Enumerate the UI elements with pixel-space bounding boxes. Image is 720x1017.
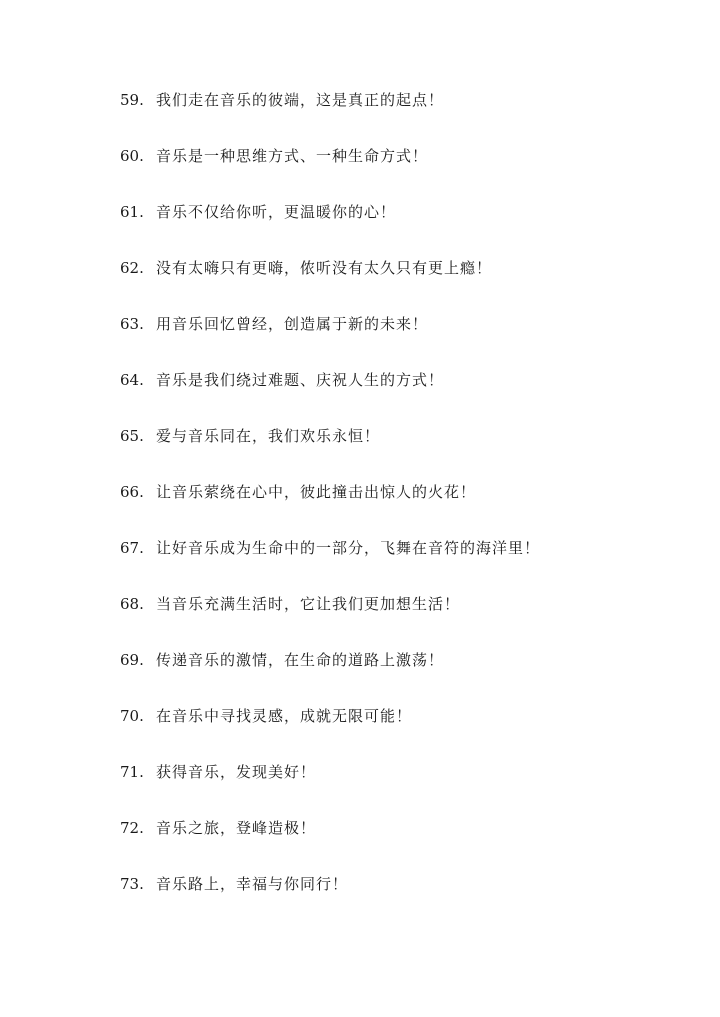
list-item: [120, 142, 540, 170]
list-item: [120, 86, 540, 114]
item-text: 音乐是一种思维方式、一种生命方式！: [156, 147, 429, 165]
list-item: [120, 254, 540, 282]
item-text: 音乐不仅给你听，更温暖你的心！: [156, 203, 397, 221]
slogan-list: [120, 86, 540, 926]
list-item: [120, 758, 540, 786]
item-text: 获得音乐，发现美好！: [156, 763, 317, 781]
item-number: 68.: [120, 595, 144, 613]
list-item: [120, 478, 540, 506]
list-item: [120, 590, 540, 618]
item-text: 没有太嗨只有更嗨，侬听没有太久只有更上瘾！: [156, 259, 493, 277]
item-text: 音乐之旅，登峰造极！: [156, 819, 317, 837]
item-number: 60.: [120, 147, 144, 165]
item-number: 73.: [120, 875, 144, 893]
list-item: [120, 814, 540, 842]
item-number: 66.: [120, 483, 144, 501]
list-item: [120, 646, 540, 674]
item-number: 70.: [120, 707, 144, 725]
item-number: 71.: [120, 763, 144, 781]
list-item: [120, 870, 540, 898]
list-item: [120, 198, 540, 226]
item-text: 我们走在音乐的彼端，这是真正的起点！: [156, 91, 445, 109]
item-text: 让好音乐成为生命中的一部分，飞舞在音符的海洋里！: [156, 539, 541, 557]
item-text: 当音乐充满生活时，它让我们更加想生活！: [156, 595, 461, 613]
item-text: 在音乐中寻找灵感，成就无限可能！: [156, 707, 413, 725]
item-number: 63.: [120, 315, 144, 333]
list-item: [120, 534, 540, 562]
item-number: 59.: [120, 91, 144, 109]
list-item: [120, 702, 540, 730]
item-text: 传递音乐的激情，在生命的道路上激荡！: [156, 651, 445, 669]
item-text: 音乐是我们绕过难题、庆祝人生的方式！: [156, 371, 445, 389]
list-item: [120, 366, 540, 394]
item-number: 67.: [120, 539, 144, 557]
item-number: 65.: [120, 427, 144, 445]
item-number: 72.: [120, 819, 144, 837]
item-number: 64.: [120, 371, 144, 389]
list-item: [120, 422, 540, 450]
list-item: [120, 310, 540, 338]
item-text: 音乐路上，幸福与你同行！: [156, 875, 349, 893]
item-number: 61.: [120, 203, 144, 221]
item-text: 用音乐回忆曾经，创造属于新的未来！: [156, 315, 429, 333]
item-text: 让音乐萦绕在心中，彼此撞击出惊人的火花！: [156, 483, 477, 501]
item-text: 爱与音乐同在，我们欢乐永恒！: [156, 427, 381, 445]
item-number: 62.: [120, 259, 144, 277]
item-number: 69.: [120, 651, 144, 669]
